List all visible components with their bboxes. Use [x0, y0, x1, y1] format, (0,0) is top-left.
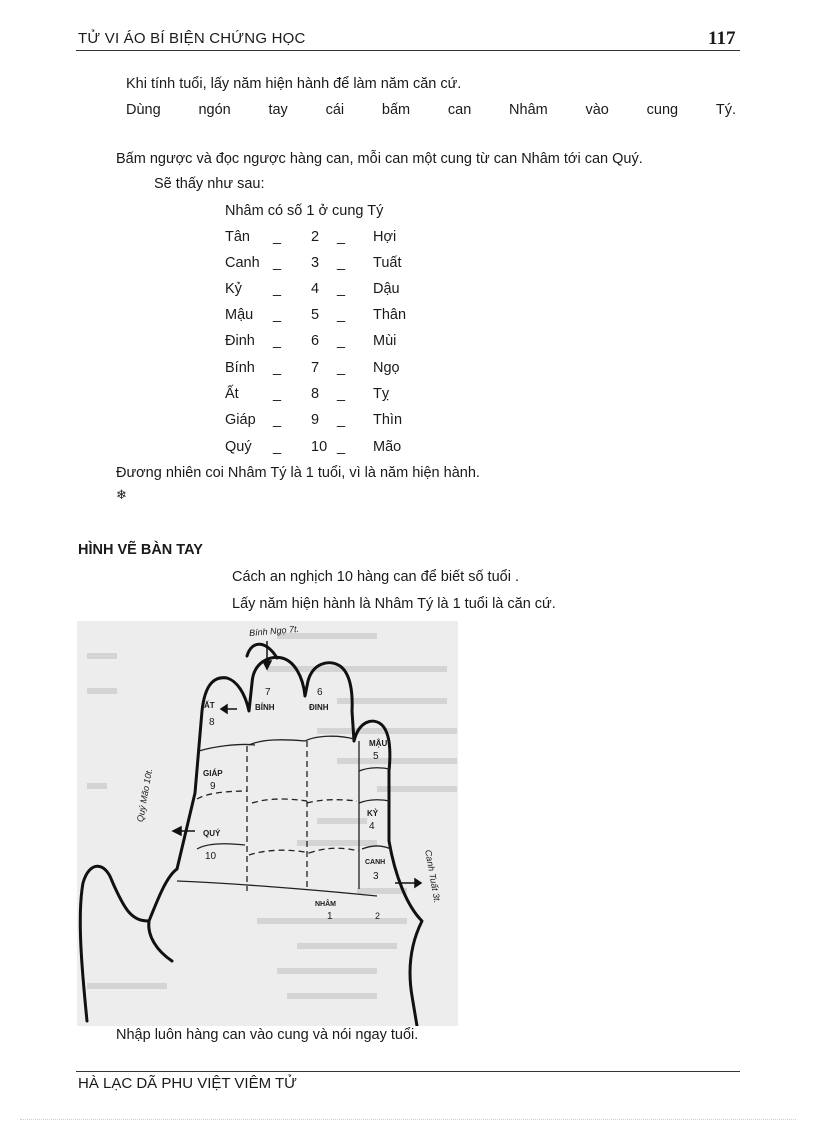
- hand-diagram: [77, 621, 458, 1026]
- section-line-2: Lấy năm hiện hành là Nhâm Tý là 1 tuổi là căn cứ.: [232, 596, 556, 612]
- chi-name: Dậu: [373, 281, 400, 297]
- age-number: 8: [311, 386, 320, 402]
- section-title: HÌNH VẼ BÀN TAY: [78, 542, 203, 558]
- footer-rule: [76, 1071, 740, 1072]
- chi-name: Ngọ: [373, 360, 400, 376]
- list-first-line: Nhâm có số 1 ở cung Tý: [225, 203, 384, 219]
- can-name: Kỷ: [225, 281, 242, 297]
- chi-name: Tỵ: [373, 386, 390, 402]
- dash: _: [337, 439, 346, 455]
- word: Tý.: [715, 102, 736, 118]
- section-line-1: Cách an nghịch 10 hàng can để biết số tuổi .: [232, 569, 519, 585]
- running-header-title: TỬ VI ÁO BÍ BIỆN CHỨNG HỌC: [78, 30, 306, 47]
- can-name: Canh: [225, 255, 260, 271]
- page-number: 117: [708, 28, 736, 49]
- dash: _: [273, 360, 282, 376]
- dash: _: [337, 255, 346, 271]
- age-number: 3: [311, 255, 320, 271]
- word: ngón: [198, 102, 231, 118]
- chi-name: Mùi: [373, 333, 397, 349]
- label-quy: QUÝ: [203, 829, 221, 838]
- word: vào: [585, 102, 609, 118]
- age-number: 9: [311, 412, 320, 428]
- dash: _: [273, 333, 282, 349]
- label-canh-tuat: Canh Tuất 3t.: [423, 849, 443, 904]
- dash: _: [273, 281, 282, 297]
- dash: _: [273, 229, 282, 245]
- dash: _: [273, 307, 282, 323]
- can-name: Quý: [225, 439, 252, 455]
- dash: _: [337, 281, 346, 297]
- label-1: 1: [327, 911, 333, 922]
- label-9: 9: [210, 781, 216, 792]
- intro-line-2: [126, 102, 736, 118]
- label-binh-ngo: Bính Ngọ 7t.: [248, 623, 300, 639]
- snowflake-icon: ❄: [116, 487, 127, 502]
- age-number: 6: [311, 333, 320, 349]
- can-name: Đinh: [225, 333, 255, 349]
- dash: _: [273, 255, 282, 271]
- word: bấm: [381, 102, 411, 118]
- dash: _: [337, 333, 346, 349]
- page-edge-dotted-line: [20, 1119, 796, 1120]
- label-canh: CANH: [365, 859, 386, 866]
- label-dinh: ĐINH: [309, 703, 329, 712]
- label-3: 3: [373, 871, 379, 882]
- figure-caption: Nhập luôn hàng can vào cung và nói ngay tuổi.: [116, 1027, 419, 1043]
- label-5: 5: [373, 751, 379, 762]
- dash: _: [337, 412, 346, 428]
- chi-name: Thìn: [373, 412, 403, 428]
- chi-name: Thân: [373, 307, 407, 323]
- dash: _: [337, 229, 346, 245]
- word: cái: [325, 102, 345, 118]
- hand-drawing: [77, 621, 458, 1026]
- label-8: 8: [209, 717, 215, 728]
- label-quy-mao: Quý Mão 10t.: [135, 767, 155, 823]
- label-finger-7: 7: [265, 687, 271, 698]
- dash: _: [337, 386, 346, 402]
- label-at: ẤT: [204, 701, 215, 710]
- label-2: 2: [375, 911, 381, 921]
- label-4: 4: [369, 821, 375, 832]
- label-nham: NHÂM: [315, 901, 336, 908]
- age-number: 4: [311, 281, 320, 297]
- label-finger-6: 6: [317, 687, 323, 698]
- word: Dùng: [126, 102, 161, 118]
- chi-name: Tuất: [373, 255, 402, 271]
- age-number: 10: [311, 439, 328, 455]
- intro-line-4: Sẽ thấy như sau:: [154, 176, 265, 192]
- dash: _: [273, 386, 282, 402]
- intro-line-3: Bấm ngược và đọc ngược hàng can, mỗi can một cung từ can Nhâm tới can Quý.: [116, 151, 643, 167]
- chi-name: Hợi: [373, 229, 397, 245]
- label-giap: GIÁP: [203, 769, 223, 778]
- dash: _: [337, 360, 346, 376]
- header-rule: [76, 50, 740, 51]
- can-name: Ất: [225, 386, 239, 402]
- dash: _: [337, 307, 346, 323]
- word: can: [447, 102, 472, 118]
- running-footer: HÀ LẠC DÃ PHU VIỆT VIÊM TỬ: [78, 1075, 297, 1092]
- can-name: Giáp: [225, 412, 256, 428]
- label-ky: KỶ: [367, 809, 379, 818]
- finger-creases: [177, 736, 391, 896]
- dash: _: [273, 412, 282, 428]
- can-name: Mậu: [225, 307, 254, 323]
- dash: _: [273, 439, 282, 455]
- age-number: 5: [311, 307, 320, 323]
- word: cung: [646, 102, 679, 118]
- can-name: Tân: [225, 229, 250, 245]
- intro-line-1: Khi tính tuổi, lấy năm hiện hành để làm năm căn cứ.: [126, 76, 462, 92]
- label-mau: MẬU: [369, 739, 388, 748]
- age-number: 2: [311, 229, 320, 245]
- word: tay: [268, 102, 288, 118]
- age-number: 7: [311, 360, 320, 376]
- can-name: Bính: [225, 360, 255, 376]
- label-10: 10: [205, 851, 217, 862]
- label-binh: BÍNH: [255, 703, 275, 712]
- word: Nhâm: [509, 102, 548, 118]
- chi-name: Mão: [373, 439, 402, 455]
- closing-line: Đương nhiên coi Nhâm Tý là 1 tuổi, vì là năm hiện hành.: [116, 465, 480, 481]
